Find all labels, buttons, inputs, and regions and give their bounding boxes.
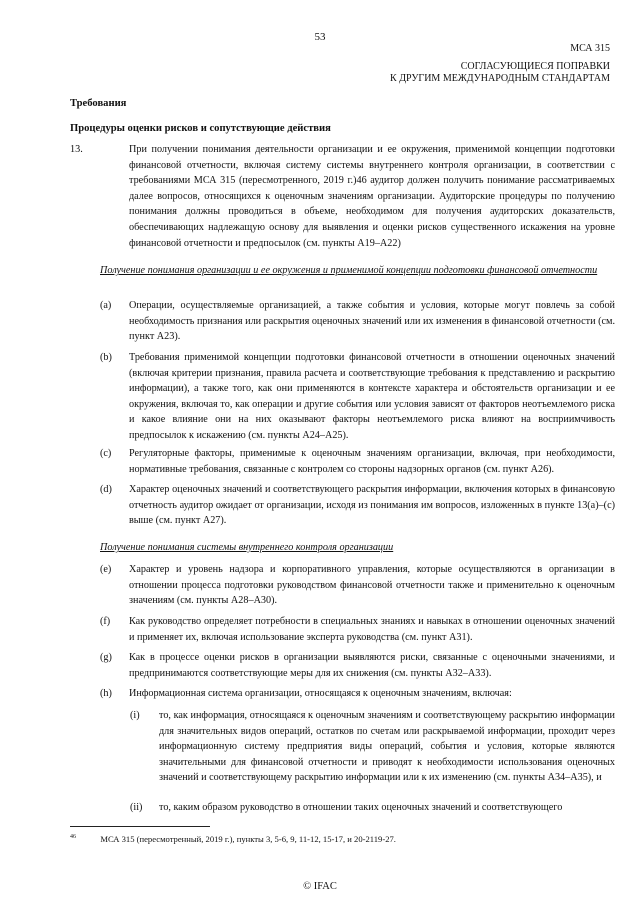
footnote — [70, 832, 396, 845]
heading-procedures: Процедуры оценки рисков и сопутствующие действия — [70, 123, 331, 134]
sub-list-item — [130, 800, 615, 816]
list-item — [100, 446, 615, 477]
list-item — [100, 298, 615, 345]
list-item — [100, 650, 615, 681]
item-text: Информационная система организации, относящаяся к оценочным значениям, включая: — [129, 688, 512, 699]
list-item — [100, 350, 615, 444]
item-text: Характер и уровень надзора и корпоративного управления, которые осуществляются в организации в отношении процесса подготовки руководством финансовой отчетности также и применительно к оценочным значениям (см. пункты A28–A30). — [129, 564, 615, 607]
item-text: Как руководство определяет потребности в специальных знаниях и навыках в отношении оценочных значений и применяет их, включая использование эксперта руководства (см. пункт A31). — [129, 616, 615, 643]
item-text: Регуляторные факторы, применимые к оценочным значениям организации, включая, при необходимости, нормативные требования, связанные с контролем со стороны надзорных органов (см. пункт A26). — [129, 448, 615, 475]
page-footer: © IFAC — [303, 881, 337, 892]
page-number: 53 — [314, 31, 326, 43]
item-label: (d) — [100, 484, 112, 495]
item-text: Как в процессе оценки рисков в организации выявляются риски, связанные с оценочными значениями, и предпринимаются соответствующие меры для их снижения (см. пункты A32–A33). — [129, 652, 615, 679]
item-label: (c) — [100, 448, 112, 459]
heading-requirements: Требования — [70, 98, 127, 109]
header-title-line1: СОГЛАСУЮЩИЕСЯ ПОПРАВКИ — [460, 61, 610, 72]
subheading-internal-control: Получение понимания системы внутреннего контроля организации — [100, 542, 394, 553]
header-title-line2: К ДРУГИМ МЕЖДУНАРОДНЫМ СТАНДАРТАМ — [390, 73, 610, 84]
item-label: (h) — [100, 688, 112, 699]
item-text: Операции, осуществляемые организацией, а также события и условия, которые могут повлечь за собой необходимость признания или раскрытия оценочных значений или их изменения в финансовой отчетности (см. пункт A23). — [129, 300, 615, 343]
item-label: (g) — [100, 652, 112, 663]
header-standard: МСА 315 — [570, 43, 610, 54]
item-text: Характер оценочных значений и соответствующего раскрытия информации, включения которых в финансовую отчетность аудитор ожидает от организации, исходя из понимания им вопросов, изложенных в пункте 13(a)–(c) выше (см. пункт A27). — [129, 484, 615, 527]
subheading-entity-understanding: Получение понимания организации и ее окружения и применимой концепции подготовки финансовой отчетности — [100, 265, 598, 276]
item-label: (f) — [100, 616, 111, 627]
sub-list-item — [130, 708, 615, 786]
item-label: (a) — [100, 300, 112, 311]
footnote-number: 46 — [70, 834, 76, 840]
paragraph-13 — [70, 142, 615, 251]
subitem-text: то, каким образом руководство в отношении таких оценочных значений и соответствующего — [159, 802, 563, 813]
item-label: (b) — [100, 352, 112, 363]
item-label: (e) — [100, 564, 112, 575]
subitem-label: (ii) — [130, 802, 143, 813]
list-item — [100, 482, 615, 529]
subitem-text: то, как информация, относящаяся к оценочным значениям и соответствующему раскрытию информации для значительных видов операций, остатков по счетам или раскрываемой информации, проходит через информационную систему предприятия виды операций, события и условия, которые являются значительными для финансовой отчетности и приводят к необходимости использования оценочных значений и соответствующему раскрытию информации или к их изменению (см. пункты A34–A35), и — [159, 710, 615, 784]
paragraph-number: 13. — [70, 144, 83, 155]
list-item — [100, 686, 615, 702]
list-item — [100, 562, 615, 609]
subitem-label: (i) — [130, 710, 140, 721]
footnote-text: МСА 315 (пересмотренный, 2019 г.), пункты 3, 5-6, 9, 11-12, 15-17, и 20-2119-27. — [100, 833, 396, 844]
paragraph-text: При получении понимания деятельности организации и ее окружения, применимой концепции подготовки финансовой отчетности, включая систему системы внутреннего контроля организации, в соответствии с требованиями МСА 315 (пересмотренного, 2019 г.)46 аудитор должен получить понимание рассматриваемых далее вопросов, относящихся к оценочным значениям организации. Аудиторские процедуры по получению понимания должны проводиться в объеме, необходимом для получения аудиторских доказательств, обеспечивающих надлежащую основу для выявления и оценки рисков существенного искажения на уровне финансовой отчетности и предпосылок (см. пункты A19–A22) — [129, 144, 615, 249]
item-text: Требования применимой концепции подготовки финансовой отчетности в отношении оценочных значений (включая критерии признания, правила расчета и соответствующие требования к представлению и раскрытию информации), а также того, как они применяются в контексте характера и обстоятельств организации и ее окружения, включая то, как операции и другие события или условия зависят от факторов неотъемлемого риска и какое влияние они на них оказывают факторы неотъемлемого риска влияют на восприимчивость предпосылок к искажению (см. пункты A24–A25). — [129, 352, 615, 441]
list-item — [100, 614, 615, 645]
footnote-divider — [70, 826, 210, 827]
